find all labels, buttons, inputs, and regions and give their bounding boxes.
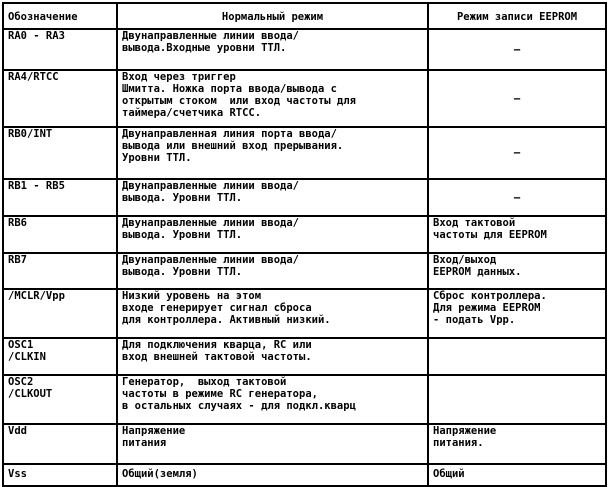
- table-header-row: [3, 3, 606, 29]
- pin-cell: /MCLR/Vpp: [3, 289, 117, 338]
- pin-cell: RB7: [3, 253, 117, 289]
- pin-table: [2, 2, 607, 487]
- normal-mode-cell: Двунаправленные линии ввода/ вывода. Уровни ТТЛ.: [117, 216, 428, 253]
- table-row: [3, 216, 606, 253]
- eeprom-mode-cell: [428, 338, 606, 375]
- normal-mode-cell: Общий(земля): [117, 464, 428, 486]
- normal-mode-cell: Для подключения кварца, RC или вход внешней тактовой частоты.: [117, 338, 428, 375]
- pin-cell: OSC2 /CLKOUT: [3, 375, 117, 424]
- eeprom-mode-cell: [428, 375, 606, 424]
- pin-cell: Vss: [3, 464, 117, 486]
- pin-cell: RB6: [3, 216, 117, 253]
- normal-mode-cell: Двунаправленная линия порта ввода/ вывода или внешний вход прерывания. Уровни ТТЛ.: [117, 127, 428, 179]
- pin-cell: OSC1 /CLKIN: [3, 338, 117, 375]
- pin-cell: Vdd: [3, 424, 117, 464]
- table-row: [3, 127, 606, 179]
- table-row: [3, 338, 606, 375]
- normal-mode-cell: Вход через триггер Шмитта. Ножка порта ввода/вывода с открытым стоком или вход частоты для таймера/счетчика RTCC.: [117, 70, 428, 127]
- table-row: [3, 179, 606, 216]
- eeprom-mode-cell: Вход тактовой частоты для EEPROM: [428, 216, 606, 253]
- eeprom-mode-cell: –: [428, 70, 606, 127]
- pin-cell: RB0/INT: [3, 127, 117, 179]
- normal-mode-cell: Генератор, выход тактовой частоты в режиме RC генератора, в остальных случаях - для подкл.кварц: [117, 375, 428, 424]
- normal-mode-cell: Двунаправленные линии ввода/ вывода. Уровни ТТЛ.: [117, 179, 428, 216]
- header-pin: Обозначение: [3, 3, 117, 29]
- eeprom-mode-cell: –: [428, 127, 606, 179]
- table-row: [3, 289, 606, 338]
- header-normal-mode: Нормальный режим: [117, 3, 428, 29]
- normal-mode-cell: Двунаправленные линии ввода/ вывода. Уровни ТТЛ.: [117, 253, 428, 289]
- eeprom-mode-cell: Общий: [428, 464, 606, 486]
- eeprom-mode-cell: –: [428, 179, 606, 216]
- eeprom-mode-cell: Сброс контроллера. Для режима EEPROM - подать Vpp.: [428, 289, 606, 338]
- pin-cell: RA0 - RA3: [3, 29, 117, 70]
- normal-mode-cell: Двунаправленные линии ввода/ вывода.Входные уровни ТТЛ.: [117, 29, 428, 70]
- eeprom-mode-cell: Вход/выход EEPROM данных.: [428, 253, 606, 289]
- table-row: [3, 253, 606, 289]
- table-row: [3, 375, 606, 424]
- pin-cell: RB1 - RB5: [3, 179, 117, 216]
- table-row: [3, 70, 606, 127]
- table-row: [3, 464, 606, 486]
- pin-description-document: [2, 2, 605, 480]
- table-row: [3, 424, 606, 464]
- header-eeprom-mode: Режим записи EEPROM: [428, 3, 606, 29]
- table-row: [3, 29, 606, 70]
- eeprom-mode-cell: –: [428, 29, 606, 70]
- eeprom-mode-cell: Напряжение питания.: [428, 424, 606, 464]
- normal-mode-cell: Напряжение питания: [117, 424, 428, 464]
- pin-cell: RA4/RTCC: [3, 70, 117, 127]
- normal-mode-cell: Низкий уровень на этом входе генерирует сигнал сброса для контроллера. Активный низкий.: [117, 289, 428, 338]
